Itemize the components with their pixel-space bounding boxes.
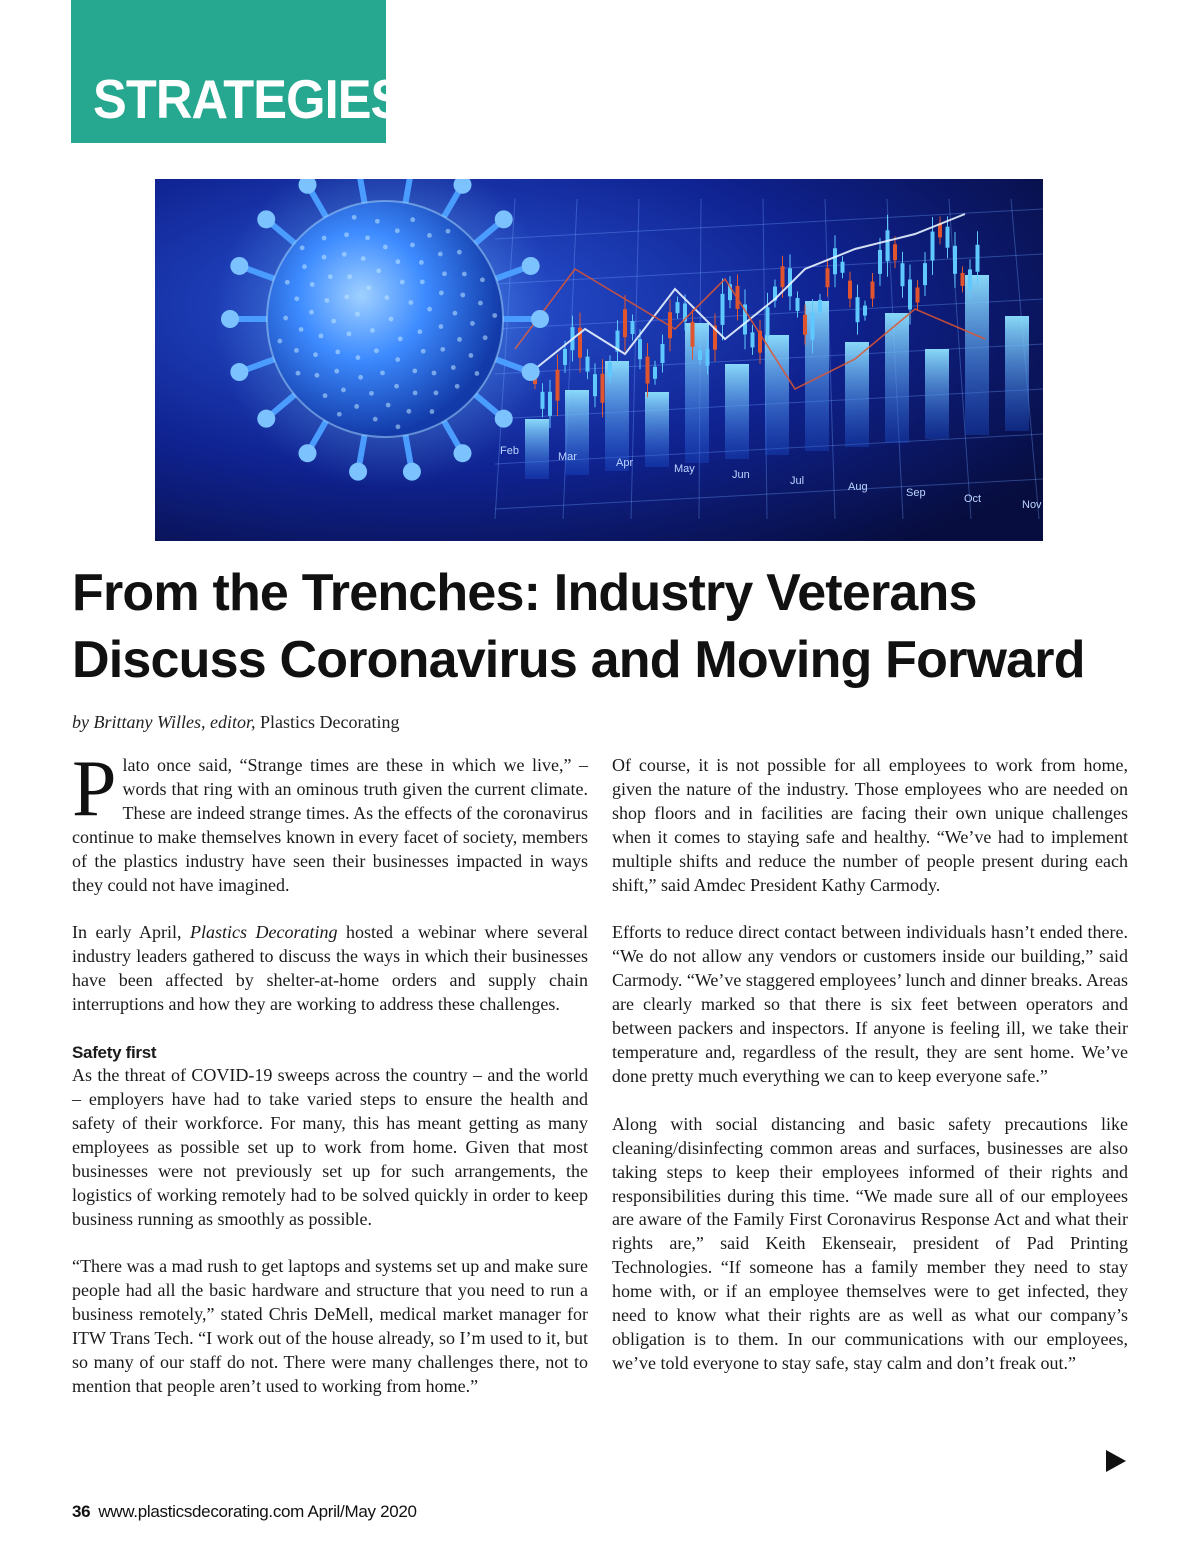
hero-candle — [916, 288, 920, 303]
hero-candle — [751, 332, 755, 347]
hero-candle — [593, 374, 597, 396]
hero-candle — [893, 244, 897, 260]
hero-candle — [601, 374, 605, 403]
hero-candle — [691, 322, 695, 347]
hero-candle — [953, 246, 957, 274]
hero-candle — [653, 367, 657, 379]
hero-candle — [908, 280, 912, 310]
right-column — [612, 754, 1128, 1400]
virus-spike — [531, 310, 549, 328]
left-column — [72, 745, 588, 1423]
paragraph-shifts: Of course, it is not possible for all employees to work from home, given the nature of the industry. Those employees who are needed on shop floors and in facilities are facing their own unique challenges when it comes to staying safe and healthy. “We’ve had to implement multiple shifts and reduce the number of people present during each shift,” said Amdec President Kathy Carmody. — [612, 755, 1128, 895]
hero-candle — [676, 302, 680, 313]
section-label: STRATEGIES — [93, 68, 404, 130]
hero-candle — [661, 344, 665, 363]
footer-text: www.plasticsdecorating.com April/May 2020 — [98, 1502, 417, 1521]
virus-spike — [403, 463, 421, 481]
hero-candle — [976, 245, 980, 272]
hero-candle — [803, 315, 807, 335]
hero-candle — [796, 298, 800, 311]
hero-candle — [856, 297, 860, 322]
hero-bar — [765, 335, 789, 455]
virus-spike — [349, 463, 367, 481]
hero-month-label: Aug — [848, 481, 868, 493]
byline-author: by Brittany Willes, editor, — [72, 712, 256, 732]
virus-spike — [221, 310, 239, 328]
hero-bar — [525, 419, 549, 479]
paragraph-safety: As the threat of COVID-19 sweeps across the country – and the world – employers have had to take varied steps to ensure the health and safety of their workforce. For many, this has meant getting as many employees as possible set up to work from home. Given that most businesses were not previously set up for such arrangements, the logistics of working remotely had to be solved quickly in order to keep business running as smoothly as possible. — [72, 1065, 588, 1229]
hero-month-label: Oct — [964, 493, 982, 505]
paragraph-demell-quote: “There was a mad rush to get laptops and systems set up and make sure people had all the basic hardware and structure that you need to run a business remotely,” stated Chris DeMell, medical market manager for ITW Trans Tech. “I work out of the house already, so I’m used to it, but so many of our staff do not. There were many challenges there, not to mention that people aren’t used to working from home.” — [72, 1256, 588, 1396]
page-footer — [72, 1502, 417, 1522]
hero-candle — [706, 349, 710, 366]
hero-month-label: Apr — [616, 457, 634, 469]
virus-spike — [495, 410, 513, 428]
hero-candle — [878, 250, 882, 274]
hero-candle — [871, 282, 875, 299]
hero-bar — [605, 361, 629, 471]
hero-candle — [766, 307, 770, 336]
webinar-text-b: hosted a webinar where several industry leaders gathered to discuss the ways in which their businesses have been affected by shelter-at-home orders and supply chain interruptions and how they are working to address these challenges. — [72, 922, 588, 1015]
virus-spike — [230, 363, 248, 381]
hero-candle — [826, 268, 830, 287]
hero-candle — [586, 357, 590, 372]
continue-arrow-icon[interactable] — [1106, 1450, 1126, 1472]
hero-bar — [685, 323, 709, 463]
hero-candle — [698, 350, 702, 360]
webinar-publication: Plastics Decorating — [190, 922, 338, 943]
paragraph-carmody-quote: Efforts to reduce direct contact between individuals hasn’t ended there. “We do not allow any vendors or customers inside our building,” said Carmody. “We’ve staggered employees’ lunch and dinner breaks. Areas are clearly marked so that there is six feet between operators and between packers and inspectors. If anyone is feeling ill, we take their temperature and, regardless of the result, they are sent home. We’ve done pretty much everything we can to keep everyone safe.” — [612, 922, 1128, 1086]
hero-month-label: Sep — [906, 487, 926, 499]
virus-spike — [454, 444, 472, 462]
hero-bar — [1005, 316, 1029, 431]
hero-image — [155, 179, 1043, 541]
intro-paragraph — [72, 745, 588, 897]
hero-month-label: Feb — [500, 445, 519, 457]
virus-spike — [495, 210, 513, 228]
virus-spike — [230, 257, 248, 275]
hero-month-label: Mar — [558, 451, 577, 463]
hero-candle — [818, 300, 822, 312]
drop-cap: P — [72, 745, 117, 833]
article-headline: From the Trenches: Industry Veterans Discuss Coronavirus and Moving Forward — [72, 564, 1085, 689]
section-tab — [71, 0, 404, 143]
hero-month-label: Jun — [732, 469, 750, 481]
hero-candle — [961, 273, 965, 286]
hero-candle — [623, 309, 627, 337]
virus-spike — [522, 257, 540, 275]
hero-candle — [901, 263, 905, 286]
byline-publication: Plastics Decorating — [259, 712, 400, 732]
hero-candle — [833, 248, 837, 274]
hero-candle — [563, 349, 567, 365]
hero-candle — [811, 313, 815, 340]
virus-spike — [257, 410, 275, 428]
hero-bar — [805, 301, 829, 451]
hero-candle — [923, 263, 927, 285]
hero-bar — [885, 313, 909, 443]
hero-month-label: Jul — [790, 475, 805, 487]
subhead-safety-first: Safety first — [72, 1043, 157, 1063]
hero-candle — [848, 281, 852, 299]
hero-candle — [886, 230, 890, 261]
hero-candle — [931, 232, 935, 261]
paragraph-webinar — [72, 921, 588, 1017]
hero-month-label: Nov — [1022, 499, 1042, 511]
paragraph-rights: Along with social distancing and basic safety precautions like cleaning/disinfecting common areas and surfaces, businesses are also taking steps to keep their employees informed of their rights and responsibilities during this time. “We made sure all of our employees are aware of the Family First Coronavirus Response Act and what their rights are,” said Keith Ekenseair, president of Pad Printing Technologies. “If someone has a family member they need to stay home with, or if an employee themselves were to get infected, they need to know what their rights are as well as what our company’s obligation is to them. In our communications with our employees, we’ve told everyone to stay safe, stay calm and don’t freak out.” — [612, 1113, 1128, 1373]
intro-text: lato once said, “Strange times are these in which we live,” – words that ring with an ominous truth given the current climate. These are indeed strange times. As the effects of the coronavirus continue to make themselves known in every facet of society, members of the plastics industry have seen their businesses impacted in ways they could not have imagined. — [72, 755, 588, 895]
hero-month-label: May — [674, 463, 695, 475]
hero-candle — [721, 294, 725, 325]
hero-candle — [638, 339, 642, 359]
hero-candle — [646, 357, 650, 384]
hero-candle — [968, 269, 972, 289]
hero-candle — [541, 392, 545, 409]
hero-candle — [863, 306, 867, 316]
hero-candle — [946, 227, 950, 248]
webinar-text-a: In early April, — [72, 922, 191, 943]
hero-candle — [781, 266, 785, 287]
hero-candle — [608, 362, 612, 376]
virus-spike — [257, 210, 275, 228]
hero-candle — [631, 321, 635, 334]
page-number: 36 — [72, 1502, 91, 1521]
hero-bar — [725, 364, 749, 459]
hero-candle — [556, 370, 560, 401]
hero-bar — [925, 349, 949, 439]
hero-candle — [841, 262, 845, 273]
coronavirus-chart-illustration — [155, 179, 1043, 541]
hero-candle — [548, 392, 552, 416]
virus-spike — [299, 444, 317, 462]
hero-bar — [965, 275, 989, 435]
hero-bar — [645, 392, 669, 467]
byline — [72, 712, 399, 733]
virus-spike — [522, 363, 540, 381]
